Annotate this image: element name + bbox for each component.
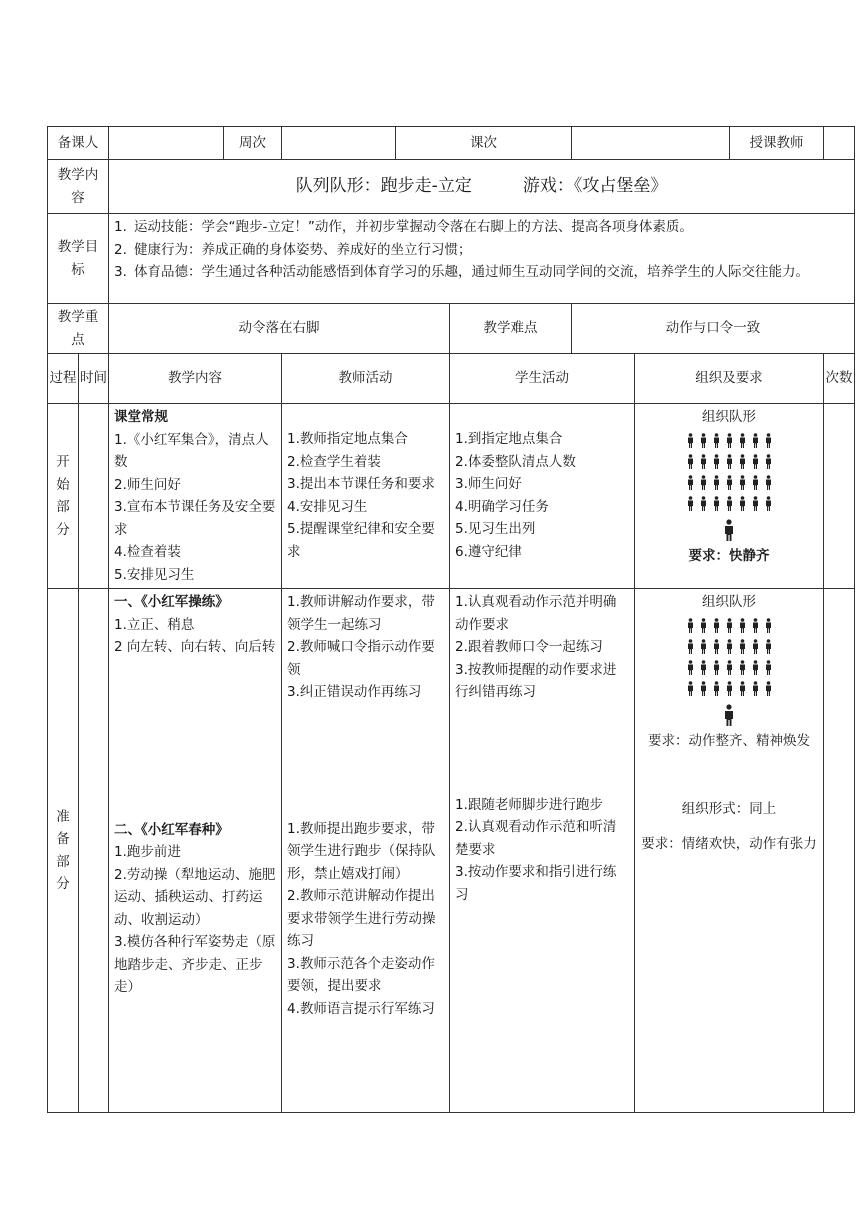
formation-row xyxy=(687,496,772,511)
student-figure-icon xyxy=(752,496,759,511)
student-figure-icon xyxy=(739,639,746,654)
org-requirement: 要求：情绪欢快，动作有张力 xyxy=(641,835,817,852)
formation-row xyxy=(687,433,772,448)
student-figure-icon xyxy=(726,433,733,448)
student-item: 3.按教师提醒的动作要求进行纠错再练习 xyxy=(455,661,617,700)
col-student-activity: 学生活动 xyxy=(450,354,635,404)
time-cell xyxy=(79,404,109,589)
student-figure-icon xyxy=(726,475,733,490)
prep-content xyxy=(109,589,282,1113)
content-item: 2.师生问好 xyxy=(114,476,181,493)
key-points-value: 动令落在右脚 xyxy=(109,304,450,354)
objectives-list xyxy=(109,214,855,304)
col-teacher-activity: 教师活动 xyxy=(282,354,450,404)
teacher-figure-icon xyxy=(723,704,735,726)
student-item: 3.师生问好 xyxy=(455,476,522,492)
phase-label: 准备部分 xyxy=(56,808,70,892)
student-item: 6.遵守纪律 xyxy=(455,543,522,560)
student-figure-icon xyxy=(700,433,707,448)
formation-grid xyxy=(640,618,818,696)
student-figure-icon xyxy=(726,454,733,469)
content-item: 4.检查着装 xyxy=(114,544,181,560)
col-teaching-content: 教学内容 xyxy=(109,354,282,404)
prep-organization xyxy=(635,589,824,1113)
objective-item: 2. 健康行为：养成正确的身体姿势、养成好的坐立行习惯； xyxy=(114,241,472,258)
student-item: 1.认真观看动作示范并明确动作要求 xyxy=(455,594,617,633)
start-teacher xyxy=(282,404,450,589)
student-figure-icon xyxy=(765,660,772,675)
col-time: 时间 xyxy=(79,354,109,404)
phase-label: 开始部分 xyxy=(56,454,70,538)
student-figure-icon xyxy=(752,660,759,675)
student-figure-icon xyxy=(765,639,772,654)
start-content xyxy=(109,404,282,589)
formation-row xyxy=(687,618,772,633)
org-title: 组织队形 xyxy=(702,409,757,425)
student-figure-icon xyxy=(687,454,694,469)
student-figure-icon xyxy=(713,475,720,490)
student-figure-icon xyxy=(765,454,772,469)
content-item: 1.立正、稍息 xyxy=(114,616,195,633)
key-points-label: 教学重点 xyxy=(48,304,109,354)
student-figure-icon xyxy=(700,618,707,633)
student-figure-icon xyxy=(700,475,707,490)
teacher-item: 1.教师讲解动作要求，带领学生一起练习 xyxy=(287,594,435,633)
student-figure-icon xyxy=(739,660,746,675)
objective-item: 1. 运动技能：学会“跑步-立定！”动作，并初步掌握动令落在右脚上的方法、提高各项身体素质。 xyxy=(114,219,693,235)
content-label: 教学内容 xyxy=(48,160,109,214)
student-figure-icon xyxy=(752,681,759,696)
formation-row xyxy=(687,454,772,469)
student-figure-icon xyxy=(765,475,772,490)
student-figure-icon xyxy=(687,618,694,633)
student-figure-icon xyxy=(687,433,694,448)
formation-row xyxy=(687,475,772,490)
student-figure-icon xyxy=(739,454,746,469)
student-figure-icon xyxy=(700,454,707,469)
lesson-no-value xyxy=(572,127,730,160)
student-figure-icon xyxy=(739,681,746,696)
teacher-item: 3.提出本节课任务和要求 xyxy=(287,476,435,492)
student-figure-icon xyxy=(752,639,759,654)
student-figure-icon xyxy=(713,660,720,675)
content-item: 1.跑步前进 xyxy=(114,844,181,860)
teacher-figure-icon xyxy=(723,519,735,541)
student-figure-icon xyxy=(739,496,746,511)
content-item: 2.劳动操（犁地运动、施肥运动、插秧运动、打药运动、收割运动） xyxy=(114,866,276,928)
student-figure-icon xyxy=(687,660,694,675)
lesson-no-label: 课次 xyxy=(396,127,572,160)
student-figure-icon xyxy=(700,681,707,696)
content-item: 1.《小红军集合》，清点人数 xyxy=(114,431,269,470)
student-item: 2.认真观看动作示范和听清楚要求 xyxy=(455,819,617,858)
student-figure-icon xyxy=(687,681,694,696)
content-item: 2 向左转、向右转、向后转 xyxy=(114,639,276,655)
student-figure-icon xyxy=(700,660,707,675)
student-figure-icon xyxy=(726,496,733,511)
part1-title: 一、《小红军操练》 xyxy=(114,594,229,610)
difficulty-value: 动作与口令一致 xyxy=(572,304,855,354)
student-item: 2.跟着教师口令一起练习 xyxy=(455,639,603,655)
student-figure-icon xyxy=(739,475,746,490)
student-figure-icon xyxy=(726,639,733,654)
start-organization xyxy=(635,404,824,589)
student-figure-icon xyxy=(752,475,759,490)
org-form: 组织形式：同上 xyxy=(681,801,777,817)
teacher-item: 3.纠正错误动作再练习 xyxy=(287,684,422,700)
org-requirement: 要求：动作整齐、精神焕发 xyxy=(648,732,811,749)
student-figure-icon xyxy=(713,433,720,448)
content-title: 队列队形：跑步走-立定 游戏：《攻占堡垒》 xyxy=(109,160,855,214)
student-figure-icon xyxy=(726,618,733,633)
student-item: 2.体委整队清点人数 xyxy=(455,453,576,470)
prep-teacher xyxy=(282,589,450,1113)
teacher-label: 授课教师 xyxy=(730,127,824,160)
phase-start xyxy=(48,404,79,589)
start-content-title: 课堂常规 xyxy=(114,409,168,425)
student-figure-icon xyxy=(739,433,746,448)
phase-prep xyxy=(48,589,79,1113)
student-figure-icon xyxy=(713,639,720,654)
formation-row xyxy=(687,660,772,675)
teacher-item: 4.教师语言提示行军练习 xyxy=(287,1000,435,1017)
times-cell xyxy=(824,589,855,1113)
student-item: 1.跟随老师脚步进行跑步 xyxy=(455,796,603,813)
difficulty-label: 教学难点 xyxy=(450,304,572,354)
student-figure-icon xyxy=(687,496,694,511)
student-item: 1.到指定地点集合 xyxy=(455,431,563,447)
student-item: 3.按动作要求和指引进行练习 xyxy=(455,864,617,903)
teacher-item: 4.安排见习生 xyxy=(287,498,368,515)
student-figure-icon xyxy=(713,496,720,511)
student-figure-icon xyxy=(713,454,720,469)
student-figure-icon xyxy=(700,496,707,511)
objectives-label: 教学目标 xyxy=(48,214,109,304)
teacher-item: 2.教师示范讲解动作提出要求带领学生进行劳动操练习 xyxy=(287,888,436,949)
student-figure-icon xyxy=(687,639,694,654)
student-figure-icon xyxy=(752,433,759,448)
preparer-value xyxy=(109,127,224,160)
org-title: 组织队形 xyxy=(702,594,757,610)
student-figure-icon xyxy=(765,681,772,696)
student-figure-icon xyxy=(713,681,720,696)
objective-item: 3. 体育品德：学生通过各种活动能感悟到体育学习的乐趣，通过师生互动同学间的交流，培养学生的人际交往能力。 xyxy=(114,264,809,280)
student-figure-icon xyxy=(765,496,772,511)
formation-grid xyxy=(640,433,818,511)
week-label: 周次 xyxy=(224,127,282,160)
content-item: 5.安排见习生 xyxy=(114,566,195,583)
org-requirement: 要求：快静齐 xyxy=(688,547,770,564)
time-cell xyxy=(79,589,109,1113)
student-figure-icon xyxy=(687,475,694,490)
teacher-item: 2.教师喊口令指示动作要领 xyxy=(287,639,435,678)
teacher-item: 1.教师提出跑步要求，带领学生进行跑步（保持队形，禁止嬉戏打闹） xyxy=(287,820,436,882)
prep-student xyxy=(450,589,635,1113)
col-process: 过程 xyxy=(48,354,79,404)
student-item: 4.明确学习任务 xyxy=(455,498,549,515)
col-times: 次数 xyxy=(824,354,855,404)
student-figure-icon xyxy=(726,660,733,675)
student-figure-icon xyxy=(700,639,707,654)
student-item: 5.见习生出列 xyxy=(455,521,536,537)
teacher-item: 5.提醒课堂纪律和安全要求 xyxy=(287,521,435,560)
student-figure-icon xyxy=(726,681,733,696)
content-item: 3.宣布本节课任务及安全要求 xyxy=(114,499,276,538)
student-figure-icon xyxy=(713,618,720,633)
week-value xyxy=(282,127,396,160)
preparer-label: 备课人 xyxy=(48,127,109,160)
teacher-item: 1.教师指定地点集合 xyxy=(287,431,408,447)
times-cell xyxy=(824,404,855,589)
part2-title: 二、《小红军春种》 xyxy=(114,821,229,838)
content-item: 3.模仿各种行军姿势走（原地踏步走、齐步走、正步走） xyxy=(114,934,276,995)
start-student xyxy=(450,404,635,589)
formation-row xyxy=(687,681,772,696)
teacher-item: 3.教师示范各个走姿动作要领，提出要求 xyxy=(287,955,435,994)
teacher-item: 2.检查学生着装 xyxy=(287,453,381,470)
student-figure-icon xyxy=(739,618,746,633)
col-organization: 组织及要求 xyxy=(635,354,824,404)
student-figure-icon xyxy=(752,454,759,469)
formation-row xyxy=(687,639,772,654)
student-figure-icon xyxy=(765,433,772,448)
lesson-plan-table xyxy=(47,126,855,1113)
student-figure-icon xyxy=(752,618,759,633)
teacher-value xyxy=(824,127,855,160)
student-figure-icon xyxy=(765,618,772,633)
